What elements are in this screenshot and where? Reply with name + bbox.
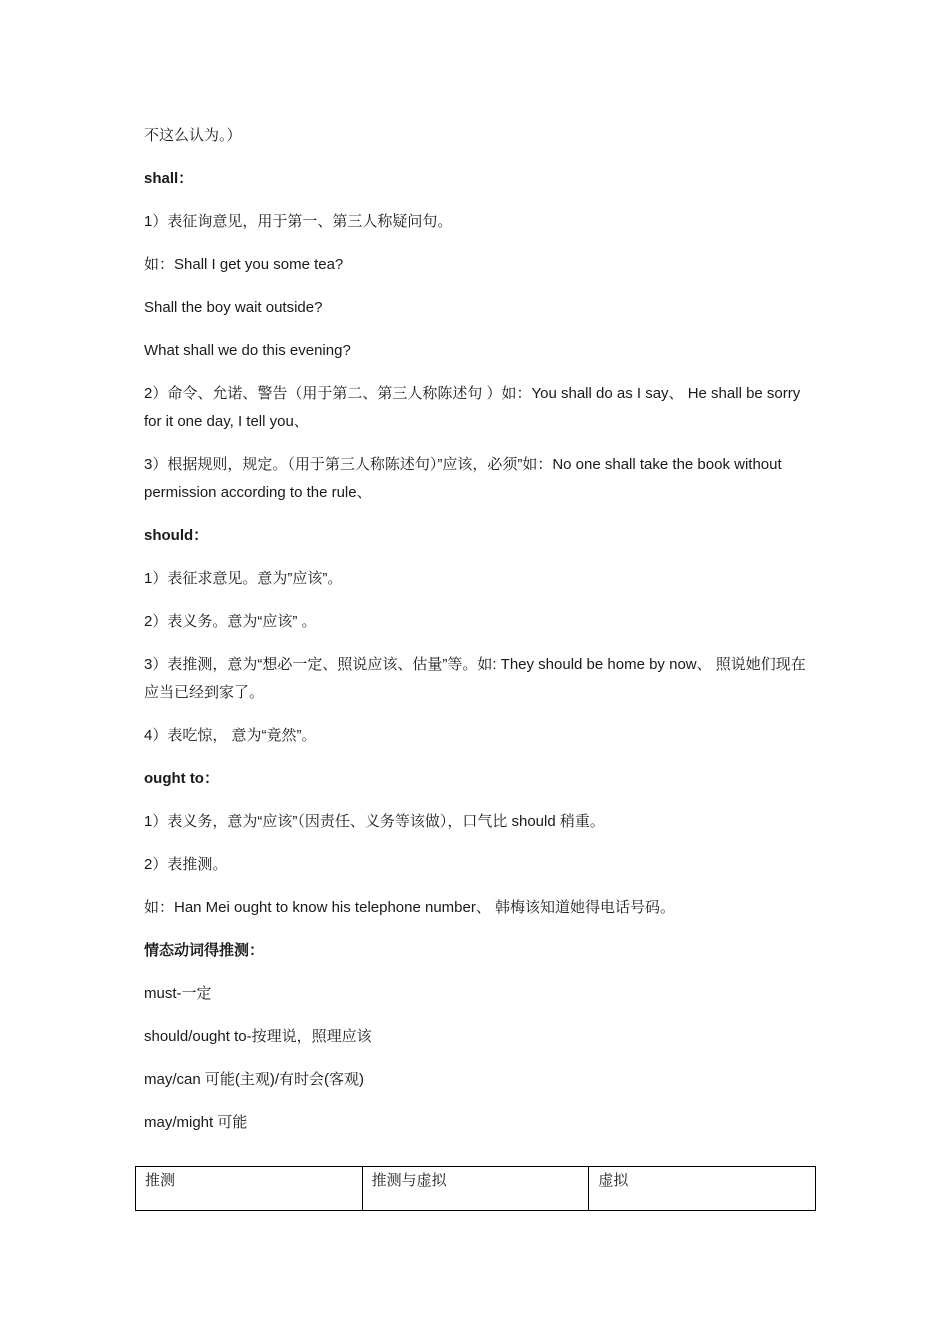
table-cell: 推测	[136, 1167, 363, 1211]
example-sentence: 如：Han Mei ought to know his telephone number、 韩梅该知道她得电话号码。	[144, 899, 676, 916]
list-item: must-一定	[144, 985, 212, 1002]
example-sentence: Shall the boy wait outside?	[144, 299, 323, 316]
list-item: may/might 可能	[144, 1114, 248, 1131]
example-sentence: What shall we do this evening?	[144, 342, 351, 359]
paragraph: 3）根据规则，规定。（用于第三人称陈述句）”应该，必须”如：No one shall take the book without permission according to the rule、	[144, 456, 782, 501]
section-heading-should: should：	[144, 527, 209, 544]
paragraph: 1）表征询意见，用于第一、第三人称疑问句。	[144, 213, 453, 230]
table-cell: 虚拟	[589, 1167, 816, 1211]
paragraph: 2）表义务。意为“应该” 。	[144, 613, 317, 630]
paragraph: 2）表推测。	[144, 856, 228, 873]
section-heading-modal-inference: 情态动词得推测：	[144, 942, 265, 959]
paragraph: 1）表义务，意为“应该”（因责任、义务等该做），口气比 should 稍重。	[144, 813, 605, 830]
example-sentence: 如：Shall I get you some tea?	[144, 256, 344, 273]
paragraph: 4）表吃惊， 意为“竟然”。	[144, 727, 317, 744]
section-heading-shall: shall：	[144, 170, 194, 187]
comparison-table	[135, 1166, 816, 1211]
comparison-table-container	[135, 1166, 816, 1211]
paragraph: 2）命令、允诺、警告（用于第二、第三人称陈述句 ）如：You shall do as I say、 He shall be sorry for it one day, I tell you、	[144, 385, 801, 430]
list-item: should/ought to-按理说，照理应该	[144, 1028, 372, 1045]
section-heading-ought-to: ought to：	[144, 770, 219, 787]
paragraph: 1）表征求意见。意为”应该”。	[144, 570, 343, 587]
document-body	[144, 122, 808, 1152]
list-item: may/can 可能(主观)/有时会(客观)	[144, 1071, 365, 1088]
table-row	[136, 1167, 816, 1211]
paragraph: 不这么认为。）	[144, 127, 242, 144]
paragraph: 3）表推测，意为“想必一定、照说应该、估量”等。如: They should be home by now、 照说她们现在应当已经到家了。	[144, 656, 806, 701]
table-cell: 推测与虚拟	[362, 1167, 589, 1211]
